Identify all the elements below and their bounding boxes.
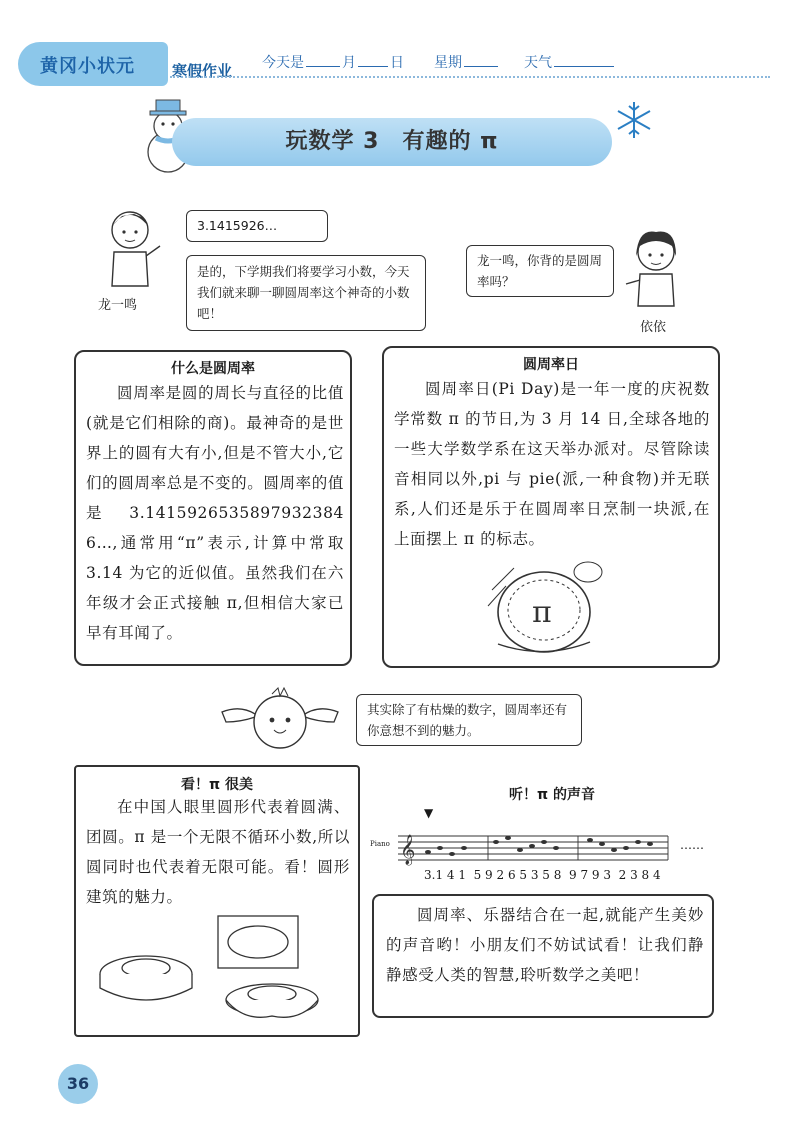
date-weather-label: 天气	[524, 55, 552, 71]
date-week-label: 星期	[434, 55, 462, 71]
pie-illustration	[484, 556, 614, 660]
round-buildings-illustration	[94, 912, 344, 1030]
boy-figure	[100, 200, 164, 296]
day-blank[interactable]	[358, 52, 388, 67]
box-piday-title: 圆周率日	[523, 357, 579, 373]
box-what-text	[86, 378, 344, 648]
pi-digits-label: 3.1 4 1 5 9 2 6 5 3 5 8 9 7 9 3 2 3 8 4	[424, 868, 661, 882]
svg-text:π: π	[532, 595, 552, 630]
box-what-paragraph: 圆周率是圆的周长与直径的比值(就是它们相除的商)。最神奇的是世界上的圆有大有小,但是不管大小,它们的圆周率总是不变的。圆周率的值是3.1415926535897932384 6…,通常用“π”表示,计算中常取 3.14 为它的近似值。虽然我们在六年级才会正式接触 π,但相信大家已早有耳闻了。	[86, 384, 344, 642]
date-day-label: 日	[390, 55, 404, 71]
date-line	[262, 52, 616, 72]
date-month-label: 月	[342, 55, 356, 71]
girl-bubble: 龙一鸣，你背的是圆周率吗？	[466, 245, 614, 297]
boy-name: 龙一鸣	[98, 298, 138, 313]
svg-text:𝄞: 𝄞	[400, 835, 416, 865]
mascot-bubble: 其实除了有枯燥的数字，圆周率还有你意想不到的魅力。	[356, 694, 582, 746]
date-today-label: 今天是	[262, 55, 304, 71]
box-piday-text	[394, 374, 710, 554]
boy-bubble-explain: 是的，下学期我们将要学习小数，今天我们就来聊一聊圆周率这个神奇的小数吧！	[186, 255, 426, 331]
mascot-figure	[212, 682, 348, 754]
brand-logo: 黄冈小状元	[40, 56, 135, 77]
start-marker-icon: ▼	[424, 806, 434, 820]
instrument-label: Piano	[370, 840, 390, 848]
girl-name: 依依	[640, 320, 667, 335]
box-listen-paragraph: 圆周率、乐器结合在一起,就能产生美妙的声音哟！小朋友们不妨试试看！让我们静静感受人类的智慧,聆听数学之美吧！	[386, 906, 704, 984]
week-blank[interactable]	[464, 52, 498, 67]
weather-blank[interactable]	[554, 52, 614, 67]
music-staff	[398, 826, 672, 866]
staff-ellipsis: ……	[680, 838, 704, 852]
page-title: 玩数学 3 有趣的 π	[285, 129, 499, 154]
page-number: 36	[58, 1064, 98, 1104]
month-blank[interactable]	[306, 52, 340, 67]
girl-figure	[622, 222, 686, 314]
box-look-title: 看！π 很美	[181, 777, 253, 793]
box-look-paragraph: 在中国人眼里圆形代表着圆满、团圆。π 是一个无限不循环小数,所以圆同时也代表着无限可能。看！圆形建筑的魅力。	[86, 798, 350, 906]
box-what-title: 什么是圆周率	[171, 361, 255, 377]
box-piday-paragraph: 圆周率日(Pi Day)是一年一度的庆祝数学常数 π 的节日,为 3 月 14 日,全球各地的一些大学数学系在这天举办派对。尽管除读音相同以外,pi 与 pie(派,一种食物)并无联系,人们还是乐于在圆周率日烹制一块派,在上面摆上 π 的标志。	[394, 380, 710, 548]
brand-subtitle: 寒假作业	[172, 62, 233, 80]
header-divider	[170, 76, 770, 78]
snowflake-icon	[614, 100, 654, 140]
box-look-text	[86, 792, 350, 912]
listen-title: 听！π 的声音	[509, 787, 595, 803]
boy-bubble-digits: 3.1415926…	[186, 210, 328, 242]
box-listen-text	[386, 900, 704, 990]
